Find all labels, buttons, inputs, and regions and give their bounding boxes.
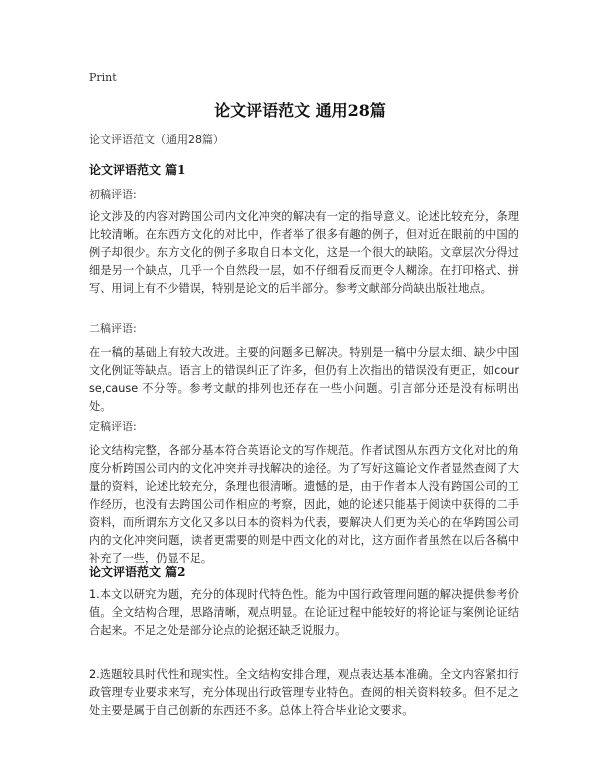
print-label: Print bbox=[89, 71, 117, 84]
section-heading-2: 论文评语范文 篇2 bbox=[89, 565, 186, 579]
draft-review-text: 论文涉及的内容对跨国公司内文化冲突的解决有一定的指导意义。论述比较充分，条理比较清晰。在东西方文化的对比中，作者举了很多有趣的例子，但对近在眼前的中国的例子却很少。东方文化的例子多取自日本文化，这是一个很大的缺陷。文章层次分得过细是另一个缺点，几乎一个自然段一层，如不仔细看反而更令人糊涂。在打印格式、拼写、用词上有不少错误，特别是论文的后半部分。参考文献部分尚缺出版社地点。 bbox=[89, 210, 519, 295]
final-review-text: 论文结构完整，各部分基本符合英语论文的写作规范。作者试图从东西方文化对比的角度分析跨国公司内的文化冲突并寻找解决的途径。为了写好这篇论文作者显然查阅了大量的资料，论述比较充分，条理也很清晰。遗憾的是，由于作者本人没有跨国公司的工作经历，也没有去跨国公司作相应的考察，因此，她的论述只能基于阅读中获得的二手资料，而所谓东方文化又多以日本的资料为代表，要解决人们更为关心的在华跨国公司内的文化冲突问题，读者更需要的则是中西文化的对比，这方面作者虽然在以后各稿中补充了一些，仍显不足。 bbox=[89, 444, 519, 565]
section-heading-1: 论文评语范文 篇1 bbox=[89, 163, 186, 177]
page-title: 论文评语范文 通用28篇 bbox=[214, 101, 386, 120]
second-draft-review-text: 在一稿的基础上有较大改进。主要的问题多已解决。特别是一稿中分层太细、缺少中国文化例证等缺点。语言上的错误纠正了许多，但仍有上次指出的错误没有更正，如course,cause 不分等。参考文献的排列也还存在一些小问题。引言部分还是没有标明出处。 bbox=[89, 346, 519, 413]
comment-paragraph-2: 2.选题较具时代性和现实性。全文结构安排合理，观点表达基本准确。全文内容紧扣行政管理专业要求来写，充分体现出行政管理专业特色。查阅的相关资料较多。但不足之处主要是属于自己创新的东西还不多。总体上符合毕业论文要求。 bbox=[89, 668, 519, 717]
document-subtitle: 论文评语范文（通用28篇） bbox=[89, 133, 224, 146]
second-draft-review-label: 二稿评语: bbox=[89, 322, 137, 335]
final-review-label: 定稿评语: bbox=[89, 420, 137, 433]
draft-review-label: 初稿评语: bbox=[89, 188, 137, 201]
comment-paragraph-1: 1.本文以研究为题，充分的体现时代特色性。能为中国行政管理问题的解决提供参考价值。全文结构合理，思路清晰，观点明显。在论证过程中能较好的将论证与案例论证结合起来。不足之处是部分论点的论据还缺乏说服力。 bbox=[89, 588, 519, 637]
